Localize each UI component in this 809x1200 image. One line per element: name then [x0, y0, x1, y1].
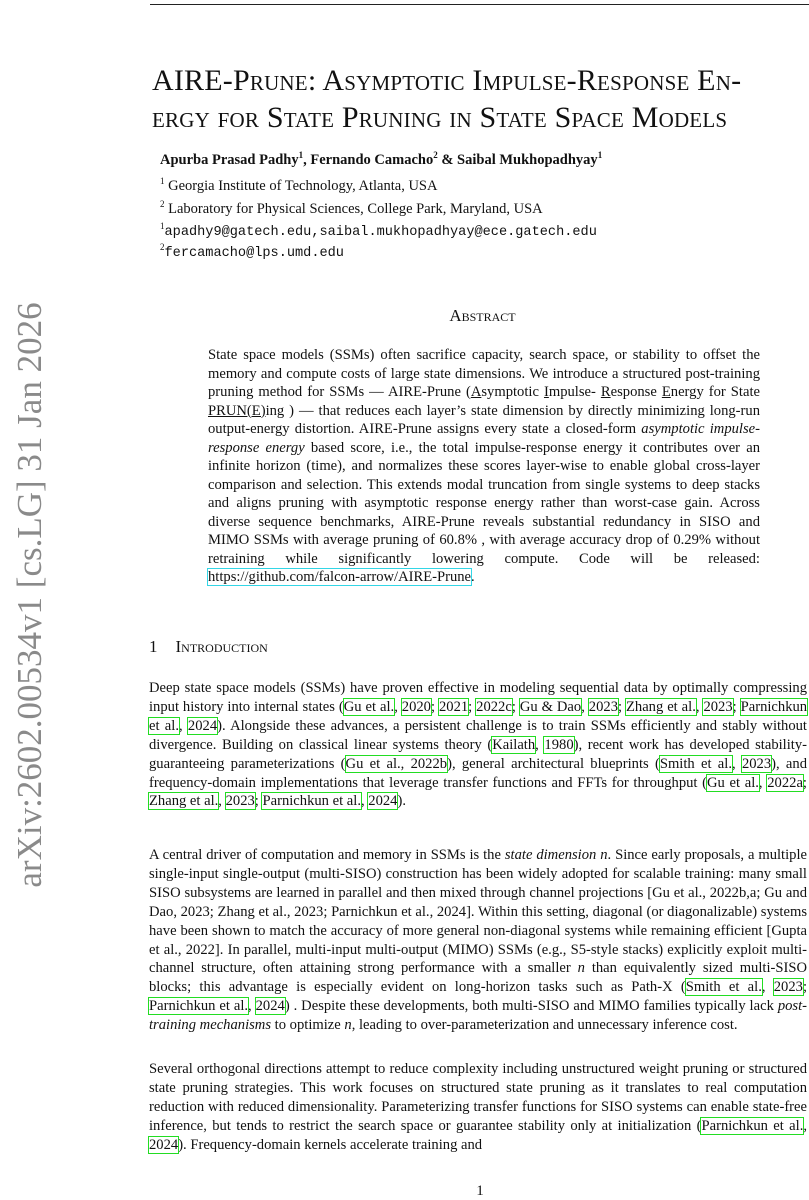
- arxiv-identifier-stamp: arXiv:2602.00534v1 [cs.LG] 31 Jan 2026: [10, 302, 49, 888]
- citation-link[interactable]: Parnichkun et al.: [262, 793, 361, 810]
- text-run: ), general architectural blueprints (: [447, 755, 660, 772]
- citation-link[interactable]: 2022a: [767, 774, 803, 791]
- acronym-letter: A: [470, 384, 482, 400]
- intro-paragraph-1: [149, 679, 807, 811]
- text-run: ;: [430, 698, 439, 715]
- text-run: ,: [394, 698, 402, 715]
- title-line-1: AIRE-Prune: Asymptotic Impulse-Response En-: [152, 64, 742, 97]
- emphasis-text: asymptotic impulse-response energy: [208, 421, 760, 456]
- text-run: ), recent work has developed stability-guaranteeing parameterizations (: [149, 736, 807, 772]
- header-rule: [150, 4, 809, 5]
- citation-link[interactable]: 1980: [544, 736, 574, 753]
- text-run: ;: [802, 979, 807, 996]
- text-run: ,: [761, 979, 774, 996]
- text-run: , leading to over-parameterization and unnecessary inference cost.: [351, 1017, 738, 1034]
- affiliation: [160, 176, 437, 195]
- author-separator: &: [437, 151, 458, 168]
- citation-link[interactable]: 2024: [149, 1136, 179, 1153]
- text-run: ), and frequency-domain implementations that leverage transfer functions and FFTs for throughput (: [149, 755, 807, 791]
- citation-link[interactable]: Gu et al., 2022b: [345, 755, 448, 772]
- author-affiliation-mark: 2: [433, 150, 438, 160]
- text-run: mpulse-: [548, 384, 601, 400]
- section-heading: [149, 637, 268, 657]
- text-run: ). Alongside these advances, a persistent challenge is to train SSMs efficiently and stably without divergence. Building on classical linear systems theory (: [149, 717, 807, 753]
- text-run: ;: [732, 698, 741, 715]
- email-text[interactable]: fercamacho@lps.umd.edu: [164, 245, 344, 261]
- text-run: ). Frequency-domain kernels accelerate training and: [178, 1136, 483, 1153]
- abstract-heading: Abstract: [449, 306, 516, 325]
- text-run: ,: [248, 998, 256, 1015]
- citation-link[interactable]: Parnichkun et al.: [149, 998, 249, 1015]
- text-run: ,: [179, 717, 188, 734]
- section-title: Introduction: [175, 637, 268, 656]
- acronym-letter: PRUN(E): [208, 402, 266, 419]
- author-list: [160, 150, 602, 169]
- abstract-text: [208, 346, 760, 587]
- text-run: ,: [732, 755, 742, 772]
- citation-link[interactable]: 2024: [255, 998, 285, 1015]
- citation-link[interactable]: 2023: [741, 755, 772, 772]
- citation-link[interactable]: 2020: [401, 698, 431, 715]
- citation-link[interactable]: 2021: [438, 698, 469, 715]
- citation-link[interactable]: Parnichkun et al.: [149, 698, 808, 734]
- citation-link[interactable]: Gu et al.: [707, 774, 759, 791]
- text-run: ,: [581, 698, 589, 715]
- text-run: ,: [803, 1117, 807, 1134]
- citation-link[interactable]: Parnichkun et al.: [701, 1117, 804, 1134]
- text-run: esponse: [610, 384, 662, 400]
- page-number: 1: [476, 1183, 484, 1199]
- text-run: ,: [360, 793, 369, 810]
- text-run: ,: [535, 736, 545, 753]
- affiliation-text: Laboratory for Physical Sciences, College Park, Maryland, USA: [164, 200, 543, 217]
- text-run: ) . Despite these developments, both multi-SISO and MIMO families typically lack: [284, 998, 778, 1015]
- acronym-letter: R: [600, 384, 611, 400]
- citation-link[interactable]: Smith et al.: [685, 979, 762, 996]
- text-run: ;: [617, 698, 626, 715]
- text-run: ;: [802, 774, 807, 791]
- citation-link[interactable]: Smith et al.: [659, 755, 732, 772]
- author-name: Saibal Mukhopadhyay: [457, 151, 598, 168]
- citation-link[interactable]: 2023: [703, 698, 733, 715]
- text-run: nergy for State: [670, 384, 760, 400]
- citation-link[interactable]: 2023: [773, 979, 803, 996]
- text-run: ,: [218, 793, 226, 810]
- emphasis-text: n: [577, 960, 585, 977]
- text-run: ;: [511, 698, 520, 715]
- email-number: 2: [160, 242, 165, 252]
- text-run: .: [471, 569, 475, 585]
- code-repository-link[interactable]: https://github.com/falcon-arrow/AIRE-Prune: [208, 569, 472, 585]
- author-name: Apurba Prasad Padhy: [160, 151, 299, 168]
- citation-link[interactable]: 2023: [225, 793, 255, 810]
- email-line: [160, 242, 344, 261]
- text-run: based score, i.e., the total impulse-response energy it contributes over an infinite horizon (time), and normalizes these scores layer-wise to enable global cross-layer comparison and selection. This extends modal truncation from single systems to deep stacks and aligns pruning with asymptotic response energy rather than worst-case gain. Across diverse sequence benchmarks, AIRE-Prune reveals substantial redundancy in SISO and MIMO SSMs with average pruning of 60.8% , with average accuracy drop of 0.29% without retraining while significantly lowering compute. Code will be released:: [208, 439, 760, 567]
- emphasis-text: state dimension n: [504, 847, 608, 863]
- affiliation-number: 2: [160, 199, 165, 209]
- text-run: Several orthogonal directions attempt to reduce complexity including unstructured weight pruning or structured state pruning strategies. This work focuses on structured state pruning as it translates to real computation reduction with reduced dimensionality. Parameterizing transfer functions for SISO systems can enable state-free inference, but tends to restrict the search space or guarantee stability only at initialization (: [149, 1061, 807, 1134]
- email-text[interactable]: apadhy9@gatech.edu,saibal.mukhopadhyay@ece.gatech.edu: [164, 224, 597, 240]
- text-run: ).: [397, 793, 406, 810]
- text-run: ;: [254, 793, 263, 810]
- citation-link[interactable]: Zhang et al.: [625, 698, 696, 715]
- text-run: ;: [468, 698, 477, 715]
- affiliation-number: 1: [160, 176, 165, 186]
- author-affiliation-mark: 1: [298, 150, 304, 160]
- author-affiliation-mark: 1: [597, 150, 603, 160]
- affiliation: [160, 199, 543, 218]
- email-number: 1: [160, 221, 165, 231]
- citation-link[interactable]: Gu et al.: [343, 698, 395, 715]
- title-line-2: ergy for State Pruning in State Space Models: [152, 101, 728, 134]
- intro-paragraph-3: [149, 1060, 807, 1155]
- text-run: than equivalently sized multi-SISO blocks; this advantage is especially evident on long-horizon tasks such as Path-X (: [149, 960, 807, 996]
- citation-link[interactable]: Kailath: [492, 736, 536, 753]
- emphasis-text: post-training mechanisms: [149, 998, 807, 1034]
- emphasis-text: n: [344, 1017, 352, 1034]
- section-number: 1: [149, 637, 158, 656]
- acronym-letter: I: [543, 384, 549, 400]
- citation-link[interactable]: 2024: [368, 793, 398, 810]
- author-separator: ,: [303, 151, 311, 168]
- email-line: [160, 221, 597, 240]
- text-run: State space models (SSMs) often sacrifice capacity, search space, or stability to offset the memory and compute costs of large state dimensions. We introduce a structured post-training pruning method for SSMs — AIRE-Prune (: [208, 347, 760, 400]
- citation-link[interactable]: 2024: [187, 717, 218, 734]
- author-name: Fernando Camacho: [310, 151, 434, 168]
- text-run: symptotic: [481, 384, 544, 400]
- text-run: to optimize: [271, 1017, 345, 1034]
- intro-paragraph-2: [149, 846, 807, 1035]
- citation-link[interactable]: Gu & Dao: [519, 698, 582, 715]
- text-run: . Since early proposals, a multiple single-input single-output (multi-SISO) construction has been widely adopted for scalable training: many small SISO subsystems are learned in parallel and then mixed through channel projections [Gu et al., 2022b,a; Gu and Dao, 2023; Zhang et al., 2023; Parnichkun et al., 2024]. Within this setting, diagonal (or diagonalizable) systems have been shown to match the accuracy of more general non-diagonal systems while remaining efficient [Gupta et al., 2022]. In parallel, multi-input multi-output (MIMO) SSMs (e.g., S5-style stacks) explicitly exploit multi-channel structure, often attaining strong performance with a smaller: [149, 847, 808, 977]
- affiliation-text: Georgia Institute of Technology, Atlanta, USA: [164, 177, 438, 194]
- citation-link[interactable]: Zhang et al.: [149, 793, 219, 810]
- citation-link[interactable]: 2023: [588, 698, 618, 715]
- text-run: A central driver of computation and memory in SSMs is the: [149, 847, 505, 863]
- acronym-letter: E: [661, 384, 671, 400]
- text-run: ,: [758, 774, 768, 791]
- paper-title: [152, 62, 809, 136]
- text-run: ing ) — that reduces each layer’s state dimension by directly minimizing long-run output-energy distortion. AIRE-Prune assigns every state a closed-form: [208, 402, 760, 437]
- text-run: ,: [695, 698, 704, 715]
- text-run: Deep state space models (SSMs) have proven effective in modeling sequential data by optimally compressing input history into internal states (: [149, 680, 807, 715]
- citation-link[interactable]: 2022c: [476, 698, 512, 715]
